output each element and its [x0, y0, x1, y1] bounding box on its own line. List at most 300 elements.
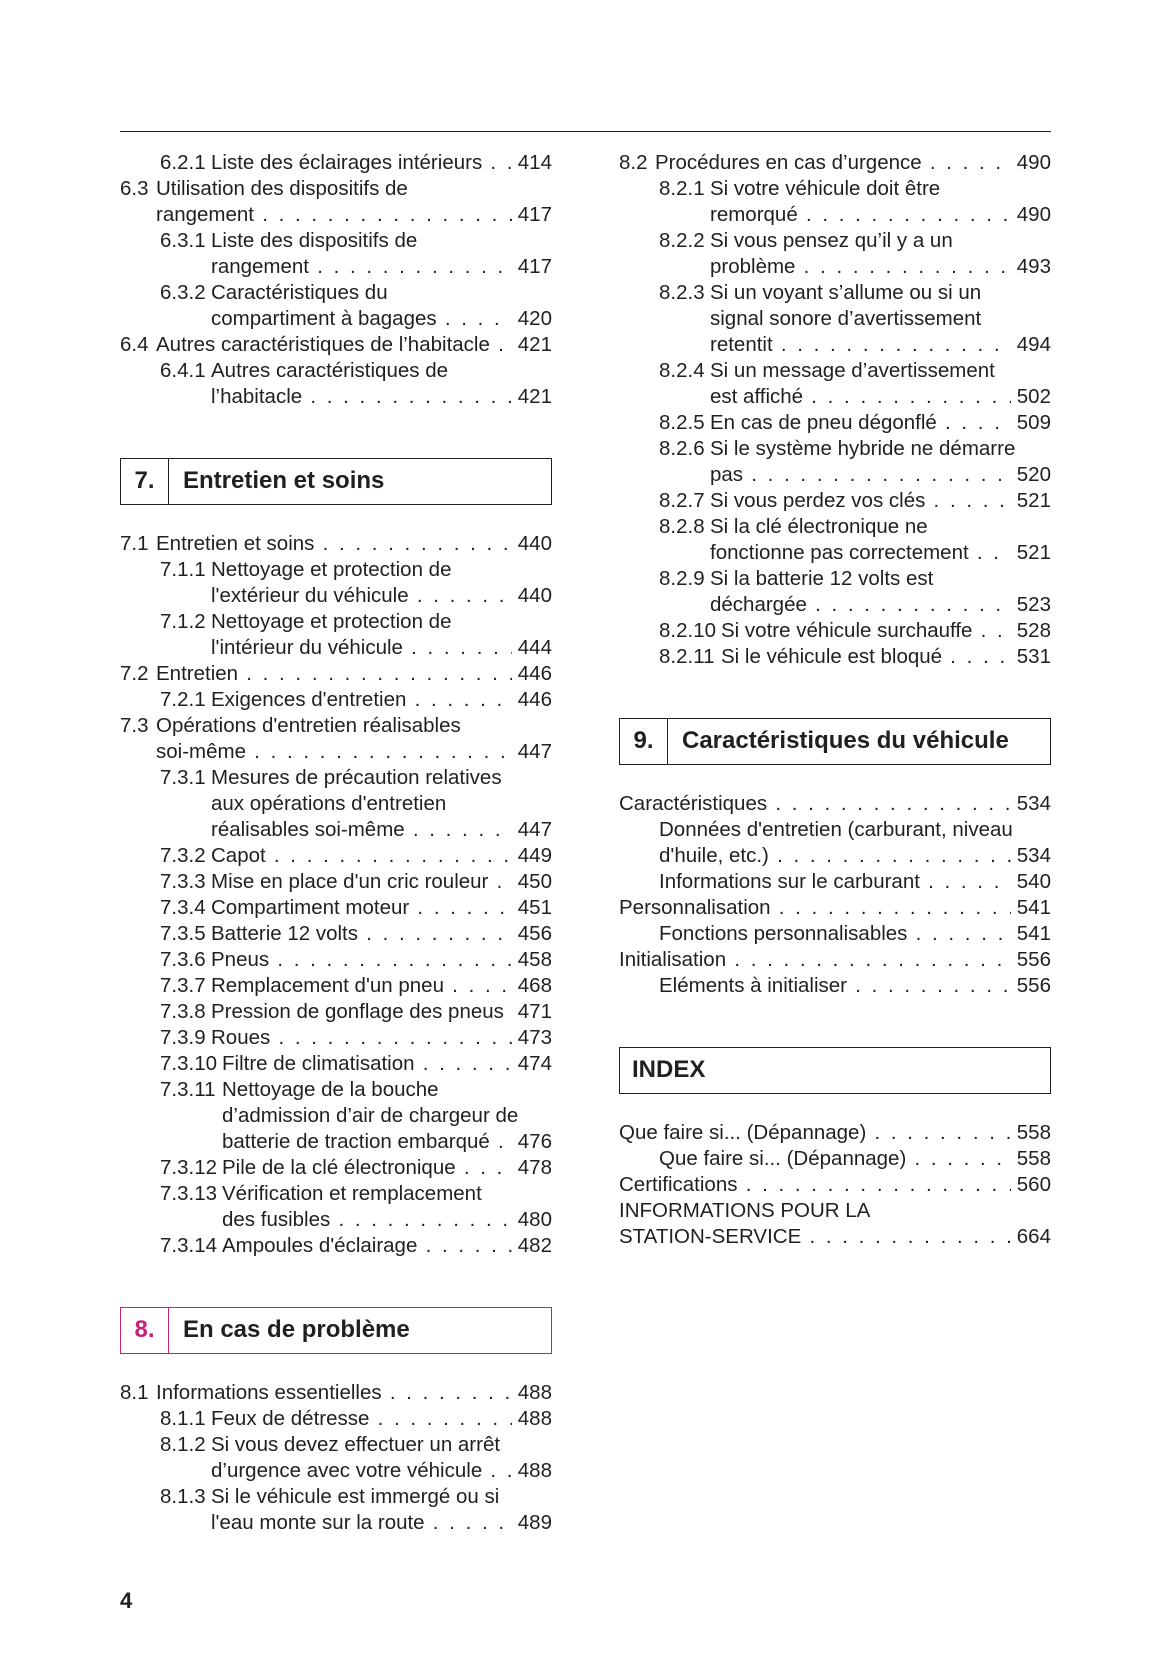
toc-entry[interactable]	[619, 817, 1051, 869]
toc-entry-last-line	[120, 895, 552, 921]
toc-entry-text: STATION-SERVICE . . .	[619, 1224, 1051, 1250]
toc-entry-line	[120, 791, 552, 817]
toc-entry-last-line	[120, 869, 552, 895]
toc-entry-page: 541	[1011, 921, 1051, 947]
toc-entry[interactable]	[120, 1233, 552, 1259]
toc-entry-line	[619, 306, 1051, 332]
toc-entry-last-line	[619, 843, 1051, 869]
toc-entry-last-line	[619, 462, 1051, 488]
toc-entry-text: Exigences d'entretien . . .	[211, 687, 552, 713]
toc-entry-number: 7.3.3	[160, 870, 206, 893]
toc-entry-page: 521	[1011, 488, 1051, 514]
toc-entry-text: Mesures de précaution relatives	[211, 766, 502, 789]
toc-entry-last-line	[619, 150, 1051, 176]
toc-entry[interactable]	[619, 1198, 1051, 1250]
toc-entry-page: 556	[1011, 947, 1051, 973]
toc-entry-number: 8.2.5	[659, 411, 705, 434]
toc-entry-last-line	[120, 254, 552, 280]
toc-entry-page: 417	[512, 254, 552, 280]
toc-entry[interactable]	[619, 644, 1051, 670]
toc-entry-number: 7.3.8	[160, 1000, 206, 1023]
toc-entry-line	[120, 1181, 552, 1207]
toc-entry[interactable]	[619, 280, 1051, 358]
toc-entry-text: Roues . . .	[211, 1025, 552, 1051]
toc-entry-line	[619, 228, 1051, 254]
toc-entry[interactable]	[619, 895, 1051, 921]
toc-entry-line	[120, 1432, 552, 1458]
toc-entry-number: 6.3	[120, 177, 149, 200]
toc-entry-page: 493	[1011, 254, 1051, 280]
toc-entry-text: Si vous perdez vos clés . . .	[710, 488, 1051, 514]
toc-entry-page: 447	[512, 817, 552, 843]
toc-entry-line	[120, 1077, 552, 1103]
toc-entry-number: 6.3.2	[160, 281, 206, 304]
toc-entry-page: 528	[1011, 618, 1051, 644]
toc-entry-number: 8.1.2	[160, 1433, 206, 1456]
toc-entry-text: Si un message d’avertissement	[710, 359, 995, 382]
toc-entry-number: 8.2.7	[659, 489, 705, 512]
toc-entry[interactable]	[120, 1077, 552, 1155]
toc-entry-text: Caractéristiques du	[211, 281, 388, 304]
toc-entry-text: fonctionne pas correctement . . .	[710, 540, 1051, 566]
toc-entry-last-line	[619, 1120, 1051, 1146]
toc-entry-number: 8.1.1	[160, 1407, 206, 1430]
toc-entry-number: 6.4	[120, 333, 149, 356]
toc-entry-number: 6.2.1	[160, 151, 206, 174]
toc-entry-number: 8.2.4	[659, 359, 705, 382]
toc-entry-page: 471	[512, 999, 552, 1025]
toc-entry-last-line	[619, 1172, 1051, 1198]
toc-entry-text: Nettoyage de la bouche	[222, 1078, 439, 1101]
toc-entry-last-line	[120, 817, 552, 843]
toc-entry-text: Autres caractéristiques de l’habitacle . . .	[156, 332, 552, 358]
toc-entry-page: 420	[512, 306, 552, 332]
toc-entry-text: Caractéristiques . . .	[619, 791, 1051, 817]
toc-entry[interactable]	[120, 531, 552, 557]
toc-entry-number: 7.3.11	[160, 1078, 216, 1101]
toc-entry-line	[120, 1484, 552, 1510]
toc-entry-text: signal sonore d’avertissement	[710, 307, 982, 330]
toc-entry[interactable]	[120, 332, 552, 358]
toc-entry-text: Opérations d'entretien réalisables	[156, 714, 461, 737]
section-title: Entretien et soins	[183, 467, 385, 494]
toc-entry-page: 664	[1011, 1224, 1051, 1250]
toc-entry-page: 541	[1011, 895, 1051, 921]
toc-entry-number: 8.2.11	[659, 645, 715, 668]
section-header-9	[619, 718, 1051, 765]
toc-entry-line	[120, 176, 552, 202]
toc-entry-line	[120, 713, 552, 739]
toc-entry-number: 7.3.6	[160, 948, 206, 971]
toc-entry-page: 558	[1011, 1146, 1051, 1172]
toc-entry-last-line	[120, 1051, 552, 1077]
toc-entry-text: aux opérations d'entretien	[211, 792, 447, 815]
toc-entry-text: d’admission d’air de chargeur de	[222, 1104, 519, 1127]
toc-entry-text: Personnalisation . . .	[619, 895, 1051, 921]
toc-entry-last-line	[120, 1510, 552, 1536]
toc-entry-page: 558	[1011, 1120, 1051, 1146]
toc-entry[interactable]	[120, 609, 552, 661]
toc-entry-last-line	[619, 973, 1051, 999]
toc-entry-last-line	[120, 150, 552, 176]
toc-entry-line	[619, 566, 1051, 592]
toc-entry-last-line	[120, 687, 552, 713]
toc-entry-text: l'eau monte sur la route . . .	[211, 1510, 552, 1536]
toc-list	[619, 150, 1051, 670]
toc-entry-page: 421	[512, 384, 552, 410]
toc-entry-number: 8.2.6	[659, 437, 705, 460]
section-header-7	[120, 458, 552, 505]
toc-entry-page: 520	[1011, 462, 1051, 488]
toc-entry-line	[120, 358, 552, 384]
toc-entry[interactable]	[120, 921, 552, 947]
toc-entry-last-line	[619, 540, 1051, 566]
toc-entry[interactable]	[619, 488, 1051, 514]
toc-entry-number: 8.2	[619, 151, 648, 174]
toc-entry-page: 534	[1011, 791, 1051, 817]
toc-entry-last-line	[120, 1129, 552, 1155]
toc-entry-page: 523	[1011, 592, 1051, 618]
toc-entry-text: d’urgence avec votre véhicule . . .	[211, 1458, 552, 1484]
toc-entry-last-line	[619, 410, 1051, 436]
toc-entry-last-line	[120, 583, 552, 609]
toc-entry-last-line	[120, 739, 552, 765]
toc-entry[interactable]	[120, 1181, 552, 1233]
toc-entry-text: Compartiment moteur . . .	[211, 895, 552, 921]
toc-list	[619, 1120, 1051, 1250]
toc-entry-page: 446	[512, 661, 552, 687]
toc-entry-page: 474	[512, 1051, 552, 1077]
toc-entry-last-line	[619, 869, 1051, 895]
toc-entry-line	[619, 176, 1051, 202]
toc-entry-last-line	[619, 947, 1051, 973]
toc-entry-page: 468	[512, 973, 552, 999]
toc-entry-page: 490	[1011, 202, 1051, 228]
toc-entry-number: 8.2.9	[659, 567, 705, 590]
toc-entry-text: Eléments à initialiser . . .	[659, 973, 1051, 999]
toc-entry[interactable]	[619, 1146, 1051, 1172]
toc-entry-text: l’habitacle . . .	[211, 384, 552, 410]
toc-entry[interactable]	[120, 843, 552, 869]
toc-entry[interactable]	[120, 1406, 552, 1432]
toc-entry-number: 7.3.7	[160, 974, 206, 997]
toc-entry-page: 490	[1011, 150, 1051, 176]
toc-entry-number: 8.1.3	[160, 1485, 206, 1508]
toc-entry-last-line	[120, 921, 552, 947]
toc-entry[interactable]	[120, 1155, 552, 1181]
toc-entry-last-line	[120, 1155, 552, 1181]
toc-entry-last-line	[120, 1406, 552, 1432]
toc-entry-text: Capot . . .	[211, 843, 552, 869]
toc-entry-page: 451	[512, 895, 552, 921]
toc-entry-text: Si le système hybride ne démarre	[710, 437, 1016, 460]
toc-entry-page: 489	[512, 1510, 552, 1536]
toc-entry[interactable]	[120, 150, 552, 176]
toc-entry[interactable]	[120, 280, 552, 332]
toc-entry-text: des fusibles . . .	[222, 1207, 552, 1233]
toc-entry-text: Si le véhicule est bloqué . . .	[721, 644, 1051, 670]
toc-entry-number: 7.3.5	[160, 922, 206, 945]
toc-entry-text: Pile de la clé électronique . . .	[222, 1155, 552, 1181]
toc-entry-last-line	[120, 661, 552, 687]
toc-entry-number: 7.3.13	[160, 1182, 217, 1205]
toc-entry-number: 7.3.2	[160, 844, 206, 867]
toc-entry-text: déchargée . . .	[710, 592, 1051, 618]
toc-entry[interactable]	[120, 228, 552, 280]
toc-entry-text: Initialisation . . .	[619, 947, 1051, 973]
toc-entry-number: 8.2.10	[659, 619, 716, 642]
toc-entry-line	[120, 765, 552, 791]
toc-entry[interactable]	[120, 687, 552, 713]
toc-entry-line	[120, 557, 552, 583]
toc-entry-page: 540	[1011, 869, 1051, 895]
toc-entry-number: 7.1	[120, 532, 149, 555]
toc-entry-page: 473	[512, 1025, 552, 1051]
toc-entry-number: 8.2.2	[659, 229, 705, 252]
toc-entry-number: 7.3.1	[160, 766, 206, 789]
toc-entry-text: Entretien . . .	[156, 661, 552, 687]
toc-entry-last-line	[120, 1025, 552, 1051]
toc-entry[interactable]	[619, 618, 1051, 644]
toc-entry[interactable]	[619, 228, 1051, 280]
toc-entry-text: Données d'entretien (carburant, niveau	[659, 818, 1013, 841]
toc-entry-page: 482	[512, 1233, 552, 1259]
toc-entry-last-line	[619, 332, 1051, 358]
toc-entry-text: Si vous devez effectuer un arrêt	[211, 1433, 501, 1456]
toc-entry-text: Mise en place d'un cric rouleur . . .	[211, 869, 552, 895]
toc-entry-text: Que faire si... (Dépannage) . . .	[659, 1146, 1051, 1172]
toc-entry-number: 7.3.4	[160, 896, 206, 919]
toc-entry-last-line	[619, 618, 1051, 644]
toc-entry[interactable]	[120, 765, 552, 843]
toc-entry-line	[619, 358, 1051, 384]
toc-entry-text: INFORMATIONS POUR LA	[619, 1199, 871, 1222]
toc-entry-number: 7.1.1	[160, 558, 206, 581]
toc-left-column	[120, 150, 552, 1536]
toc-entry-text: Liste des dispositifs de	[211, 229, 418, 252]
toc-entry-text: Liste des éclairages intérieurs . . .	[211, 150, 552, 176]
section-header-index	[619, 1047, 1051, 1094]
toc-entry-last-line	[619, 1224, 1051, 1250]
toc-entry[interactable]	[120, 1051, 552, 1077]
section-title: En cas de problème	[183, 1316, 410, 1343]
toc-entry[interactable]	[120, 973, 552, 999]
toc-entry[interactable]	[120, 1380, 552, 1406]
toc-entry-last-line	[619, 384, 1051, 410]
toc-entry-page: 509	[1011, 410, 1051, 436]
toc-entry-text: Informations essentielles . . .	[156, 1380, 552, 1406]
toc-entry-line	[120, 280, 552, 306]
toc-entry-number: 8.2.8	[659, 515, 705, 538]
toc-list	[120, 150, 552, 410]
toc-entry-number: 7.2.1	[160, 688, 206, 711]
toc-entry[interactable]	[619, 410, 1051, 436]
toc-entry[interactable]	[120, 176, 552, 228]
toc-entry[interactable]	[619, 1120, 1051, 1146]
toc-entry-page: 476	[512, 1129, 552, 1155]
toc-entry-text: rangement . . .	[156, 202, 552, 228]
toc-entry[interactable]	[120, 661, 552, 687]
toc-entry-text: En cas de pneu dégonflé . . .	[710, 410, 1051, 436]
toc-entry-text: est affiché . . .	[710, 384, 1051, 410]
toc-entry-number: 7.2	[120, 662, 149, 685]
toc-entry-line	[619, 436, 1051, 462]
toc-entry-last-line	[120, 843, 552, 869]
toc-entry[interactable]	[120, 895, 552, 921]
toc-entry[interactable]	[120, 869, 552, 895]
toc-entry-text: Fonctions personnalisables . . .	[659, 921, 1051, 947]
toc-entry-text: Nettoyage et protection de	[211, 610, 452, 633]
toc-entry-number: 7.1.2	[160, 610, 206, 633]
toc-entry-page: 447	[512, 739, 552, 765]
section-header-8	[120, 1307, 552, 1354]
toc-entry-page: 421	[512, 332, 552, 358]
toc-entry[interactable]	[120, 947, 552, 973]
toc-entry-number: 8.2.1	[659, 177, 705, 200]
toc-entry-text: Pneus . . .	[211, 947, 552, 973]
toc-entry-page: 449	[512, 843, 552, 869]
toc-entry-page: 456	[512, 921, 552, 947]
page-number: 4	[120, 1588, 133, 1613]
toc-entry-text: Filtre de climatisation . . .	[222, 1051, 552, 1077]
toc-entry[interactable]	[619, 514, 1051, 566]
toc-entry-number: 8.1	[120, 1381, 149, 1404]
toc-entry-number: 8.2.3	[659, 281, 705, 304]
section-title: Caractéristiques du véhicule	[682, 727, 1009, 754]
toc-entry-line	[619, 817, 1051, 843]
toc-entry[interactable]	[120, 358, 552, 410]
toc-entry-last-line	[619, 592, 1051, 618]
toc-entry-page: 450	[512, 869, 552, 895]
toc-entry-page: 458	[512, 947, 552, 973]
toc-entry[interactable]	[120, 1432, 552, 1484]
section-number: 7.	[121, 459, 169, 504]
toc-entry-text: Nettoyage et protection de	[211, 558, 452, 581]
toc-entry[interactable]	[619, 436, 1051, 488]
toc-entry[interactable]	[120, 713, 552, 765]
toc-entry-page: 521	[1011, 540, 1051, 566]
toc-entry-number: 7.3.12	[160, 1156, 217, 1179]
toc-entry-text: Que faire si... (Dépannage) . . .	[619, 1120, 1051, 1146]
toc-entry-last-line	[120, 202, 552, 228]
toc-entry[interactable]	[619, 1172, 1051, 1198]
toc-entry-text: l'extérieur du véhicule . . .	[211, 583, 552, 609]
toc-entry-text: batterie de traction embarqué . . .	[222, 1129, 552, 1155]
toc-list	[619, 791, 1051, 999]
toc-entry-page: 480	[512, 1207, 552, 1233]
toc-list	[120, 531, 552, 1259]
toc-entry[interactable]	[619, 176, 1051, 228]
toc-entry-last-line	[619, 1146, 1051, 1172]
toc-entry-text: Si votre véhicule doit être	[710, 177, 941, 200]
toc-entry-text: Entretien et soins . . .	[156, 531, 552, 557]
top-rule	[120, 131, 1051, 132]
toc-entry[interactable]	[120, 557, 552, 609]
toc-entry-last-line	[619, 644, 1051, 670]
toc-entry-page: 488	[512, 1380, 552, 1406]
toc-entry-last-line	[120, 332, 552, 358]
toc-entry-page: 556	[1011, 973, 1051, 999]
toc-entry-text: Si vous pensez qu’il y a un	[710, 229, 953, 252]
toc-entry-page: 494	[1011, 332, 1051, 358]
toc-entry-number: 7.3	[120, 714, 149, 737]
toc-entry-page: 534	[1011, 843, 1051, 869]
toc-entry-text: Pression de gonflage des pneus . . .	[211, 999, 552, 1025]
toc-entry-last-line	[120, 1458, 552, 1484]
toc-entry[interactable]	[619, 947, 1051, 973]
toc-entry[interactable]	[619, 358, 1051, 410]
toc-entry-line	[120, 1103, 552, 1129]
toc-entry-text: Informations sur le carburant . . .	[659, 869, 1051, 895]
toc-entry-text: Certifications . . .	[619, 1172, 1051, 1198]
toc-entry-last-line	[120, 973, 552, 999]
toc-entry-number: 6.4.1	[160, 359, 206, 382]
toc-entry-last-line	[120, 306, 552, 332]
toc-entry-text: Si la batterie 12 volts est	[710, 567, 934, 590]
toc-entry[interactable]	[619, 791, 1051, 817]
toc-entry-last-line	[120, 1207, 552, 1233]
toc-entry-page: 531	[1011, 644, 1051, 670]
toc-entry-number: 6.3.1	[160, 229, 206, 252]
toc-entry-last-line	[120, 1380, 552, 1406]
toc-entry-last-line	[619, 254, 1051, 280]
toc-entry-last-line	[619, 895, 1051, 921]
toc-entry-line	[619, 280, 1051, 306]
toc-entry[interactable]	[120, 999, 552, 1025]
toc-entry-text: Utilisation des dispositifs de	[156, 177, 408, 200]
toc-entry-text: d'huile, etc.) . . .	[659, 843, 1051, 869]
toc-entry-text: réalisables soi-même . . .	[211, 817, 552, 843]
toc-entry-text: Si un voyant s’allume ou si un	[710, 281, 982, 304]
toc-entry-page: 488	[512, 1458, 552, 1484]
toc-entry-text: Feux de détresse . . .	[211, 1406, 552, 1432]
toc-entry[interactable]	[120, 1025, 552, 1051]
toc-entry-last-line	[619, 921, 1051, 947]
toc-entry-page: 446	[512, 687, 552, 713]
toc-entry-last-line	[120, 947, 552, 973]
toc-entry-page: 440	[512, 583, 552, 609]
toc-entry-page: 560	[1011, 1172, 1051, 1198]
toc-entry-text: rangement . . .	[211, 254, 552, 280]
toc-entry-line	[120, 609, 552, 635]
toc-entry-text: remorqué . . .	[710, 202, 1051, 228]
toc-entry-text: Autres caractéristiques de	[211, 359, 449, 382]
toc-entry-last-line	[120, 1233, 552, 1259]
toc-entry-page: 444	[512, 635, 552, 661]
toc-entry-text: l'intérieur du véhicule . . .	[211, 635, 552, 661]
toc-entry-text: retentit . . .	[710, 332, 1051, 358]
toc-entry-text: Remplacement d'un pneu . . .	[211, 973, 552, 999]
toc-entry[interactable]	[619, 566, 1051, 618]
toc-entry-line	[120, 228, 552, 254]
toc-entry[interactable]	[619, 973, 1051, 999]
toc-entry-text: pas . . .	[710, 462, 1051, 488]
toc-entry-page: 478	[512, 1155, 552, 1181]
toc-entry-line	[619, 514, 1051, 540]
toc-entry-page: 502	[1011, 384, 1051, 410]
toc-entry-last-line	[120, 531, 552, 557]
toc-entry-number: 7.3.9	[160, 1026, 206, 1049]
toc-entry[interactable]	[619, 150, 1051, 176]
toc-entry-last-line	[120, 384, 552, 410]
toc-entry-page: 440	[512, 531, 552, 557]
toc-entry[interactable]	[619, 869, 1051, 895]
toc-entry[interactable]	[120, 1484, 552, 1536]
toc-entry-page: 488	[512, 1406, 552, 1432]
toc-entry[interactable]	[619, 921, 1051, 947]
section-number: 8.	[121, 1308, 169, 1353]
toc-entry-text: Si le véhicule est immergé ou si	[211, 1485, 500, 1508]
